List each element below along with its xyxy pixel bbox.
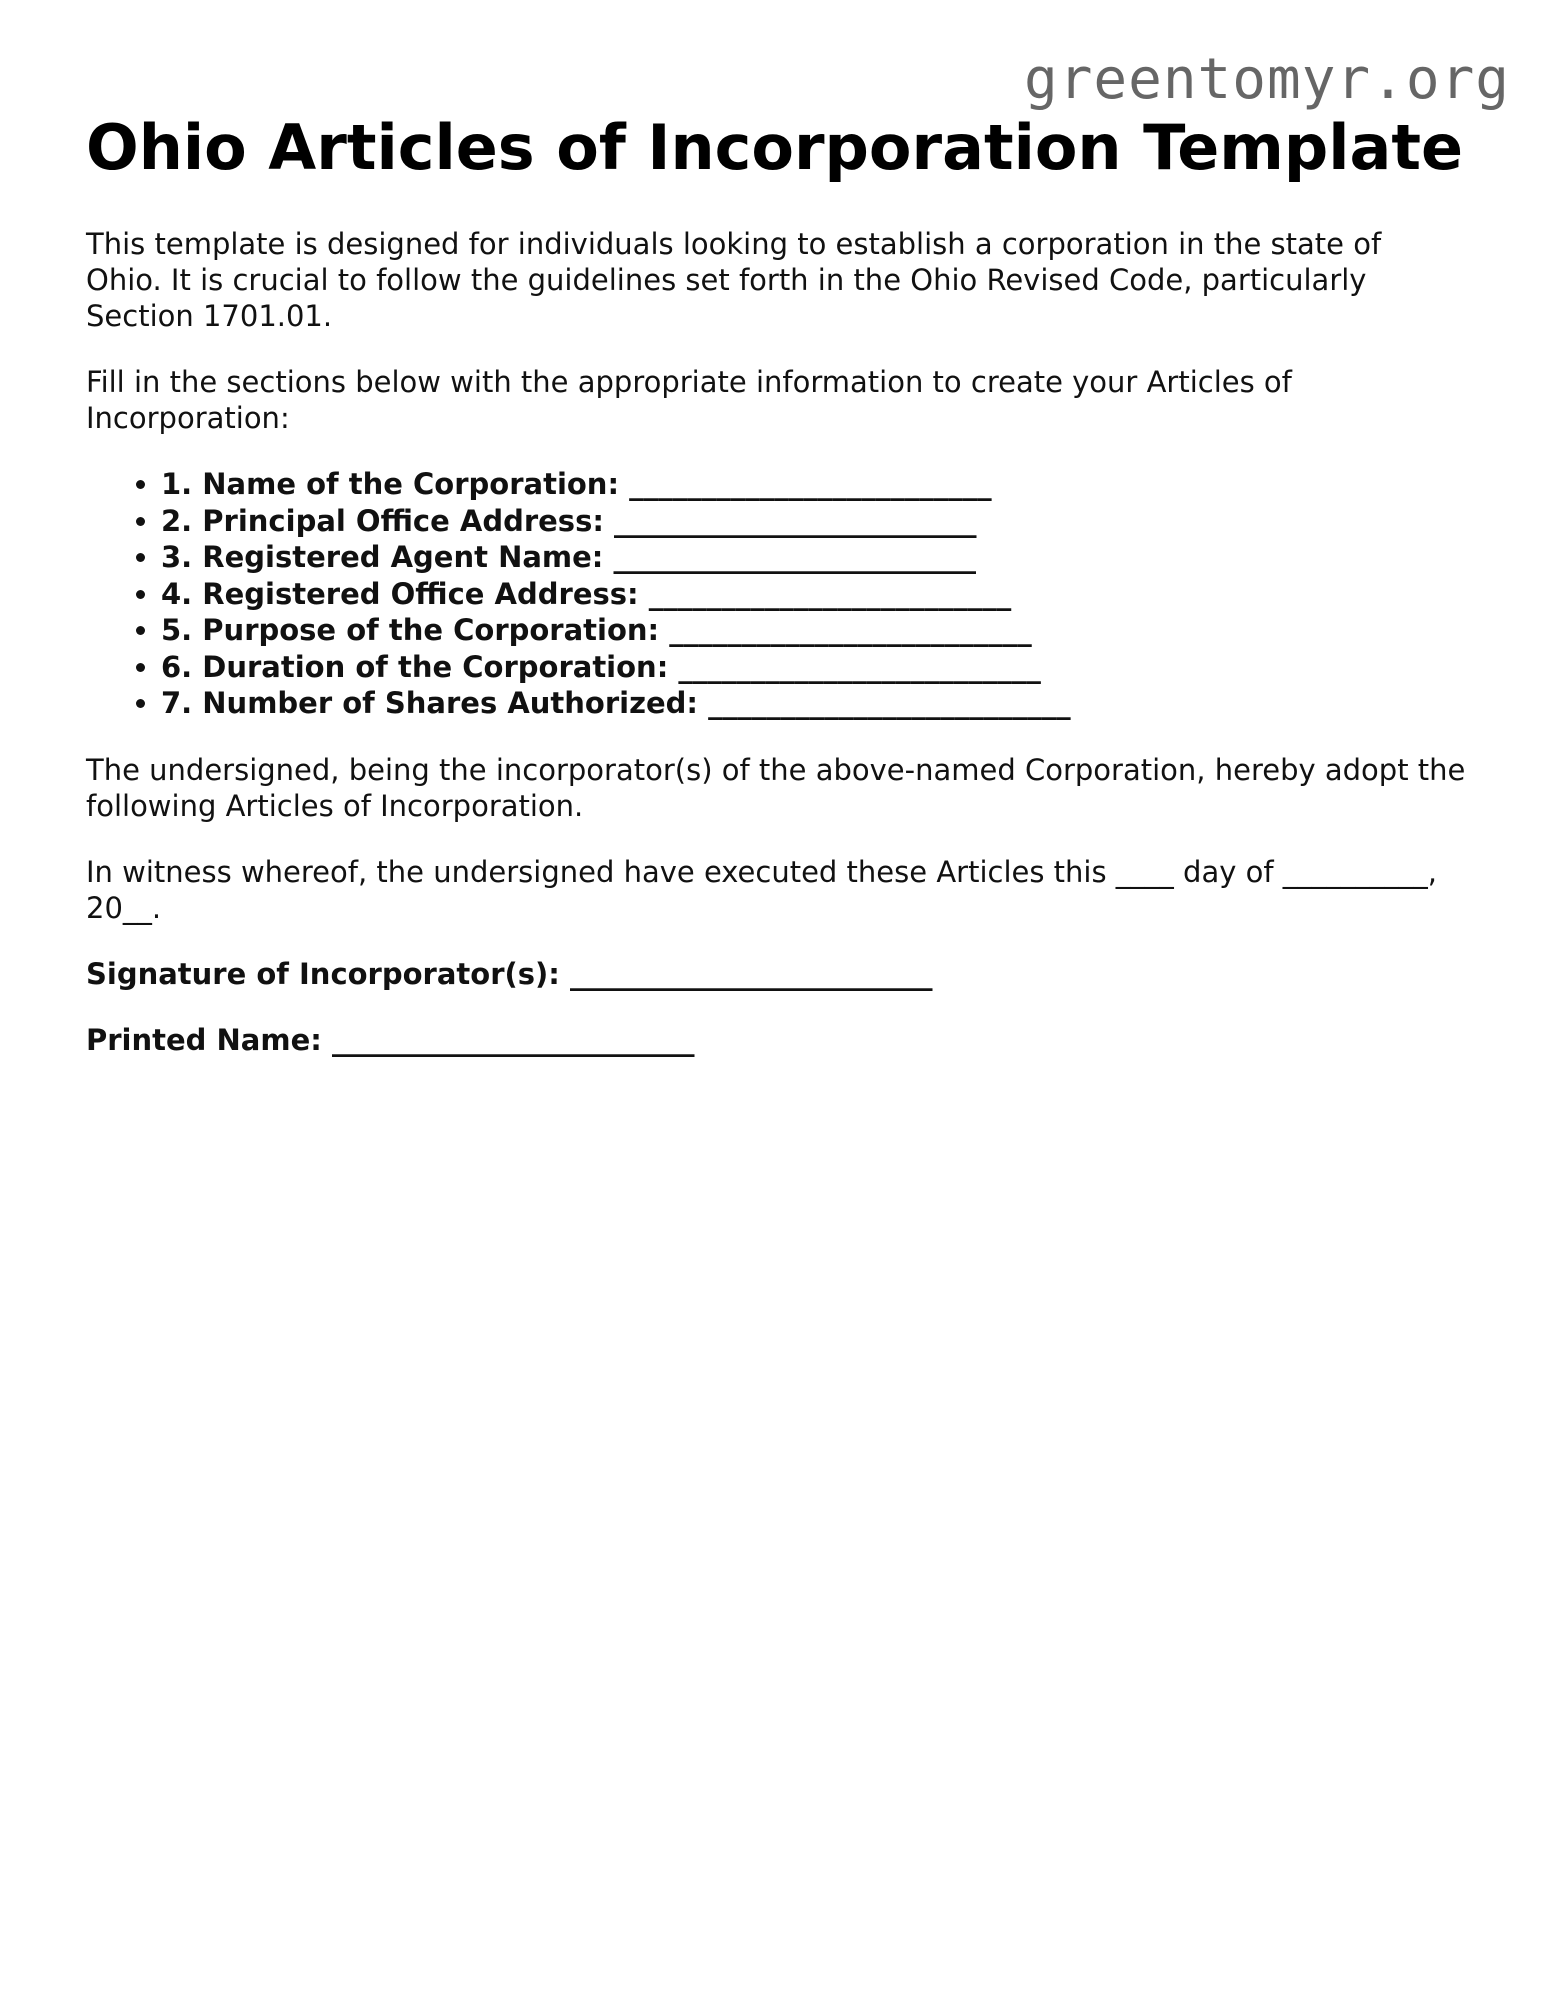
intro-paragraph: This template is designed for individuals looking to establish a corporation in the state of Ohio. It is crucial to follow the guidelines set forth in the Ohio Revised Code, particularly Section 1701.01. [86, 227, 1382, 333]
field-registered-agent-name: • 3. Registered Agent Name: _________________________ [161, 539, 1466, 576]
printed-name-blank: _________________________ [321, 1022, 695, 1057]
field-principal-office-address: • 2. Principal Office Address: _________________________ [161, 503, 1466, 540]
adoption-paragraph: The undersigned, being the incorporator(s) of the above-named Corporation, hereby adopt the following Articles of Incorporation. [86, 752, 1466, 823]
field-purpose: • 5. Purpose of the Corporation: _________________________ [161, 612, 1466, 649]
signature-blank: _________________________ [559, 956, 933, 991]
signature-line [86, 956, 1466, 992]
printed-name-line [86, 1022, 1466, 1058]
field-duration: • 6. Duration of the Corporation: _________________________ [161, 649, 1466, 686]
page-title: Ohio Articles of Incorporation Template [86, 111, 1464, 184]
document-body [86, 108, 1466, 1058]
watermark: greentomyr.org [1023, 47, 1510, 112]
field-registered-office-address: • 4. Registered Office Address: _________________________ [161, 576, 1466, 613]
printed-name-label: Printed Name: [86, 1022, 322, 1057]
instructions-paragraph: Fill in the sections below with the appropriate information to create your Articles of Incorporation: [86, 365, 1292, 435]
signature-label: Signature of Incorporator(s): [86, 956, 560, 991]
field-shares-authorized: • 7. Number of Shares Authorized: _________________________ [161, 685, 1466, 722]
witness-paragraph: In witness whereof, the undersigned have executed these Articles this ____ day of __________, 20__. [86, 854, 1437, 925]
fields-list [86, 466, 1466, 722]
field-corporation-name: • 1. Name of the Corporation: _________________________ [161, 466, 1466, 503]
